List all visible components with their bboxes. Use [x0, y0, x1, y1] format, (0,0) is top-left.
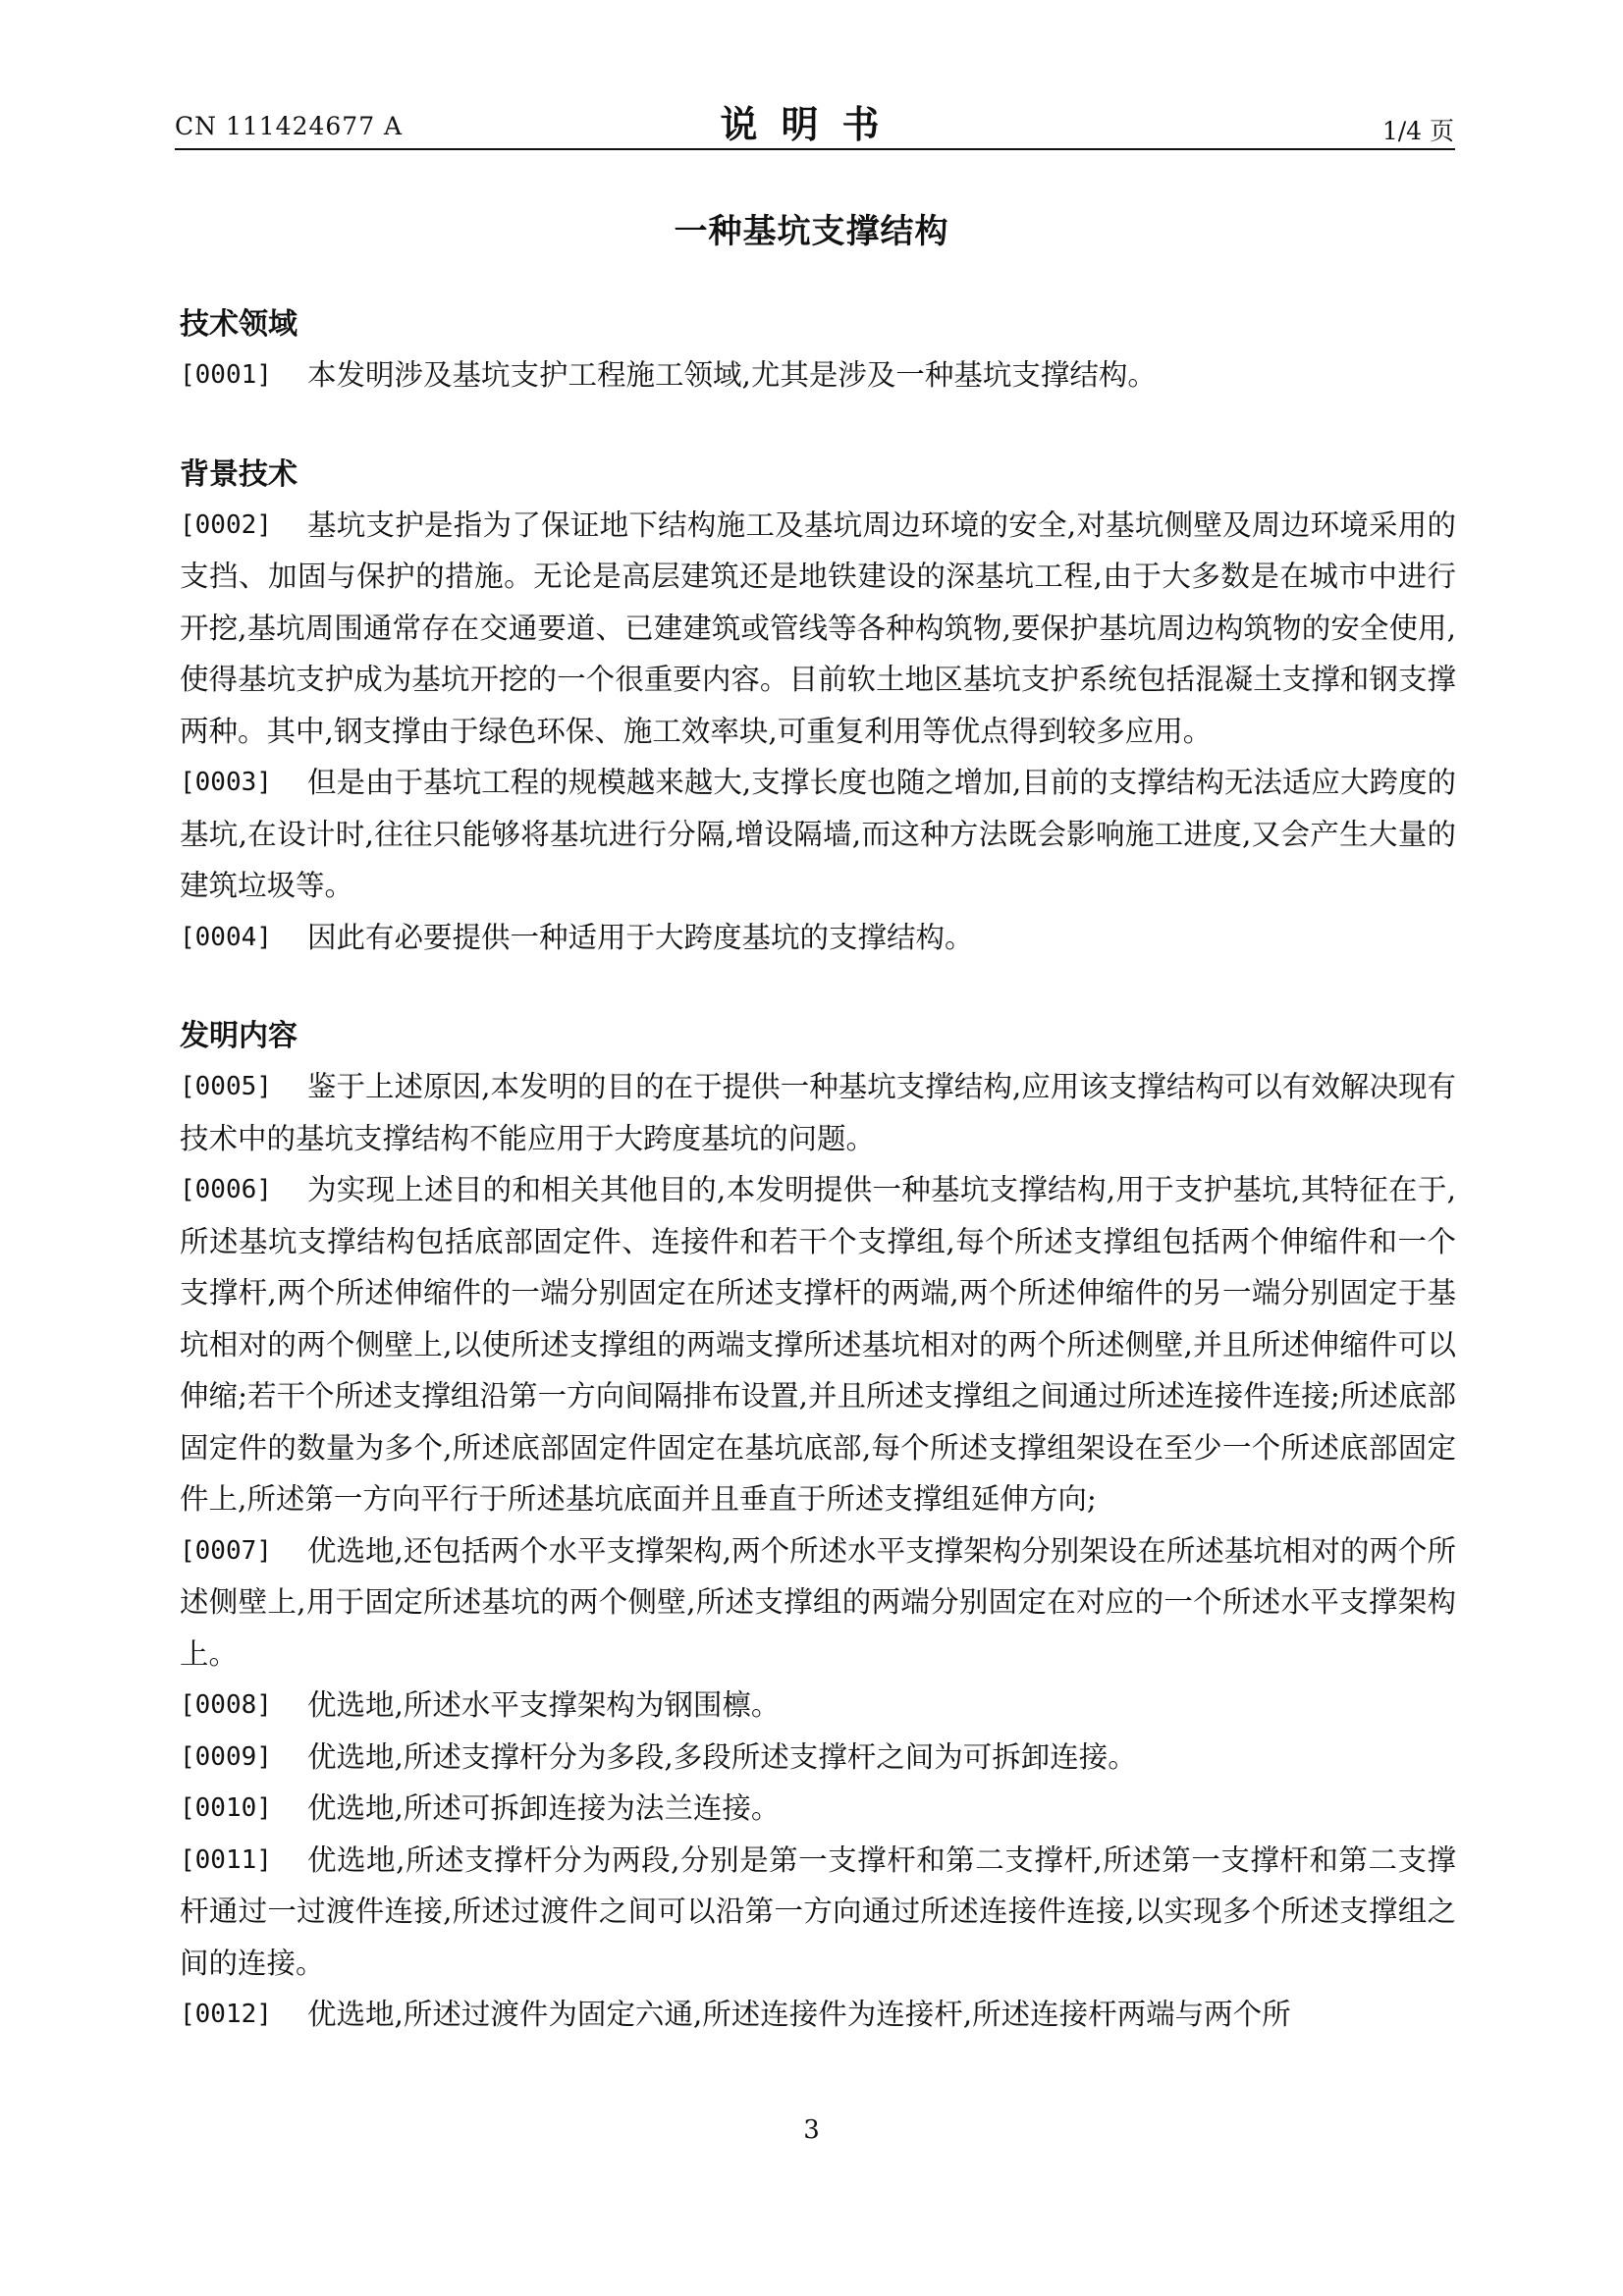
paragraph-number: [0009]	[180, 1741, 272, 1772]
paragraph	[180, 1164, 1456, 1525]
paragraph	[180, 1783, 1456, 1835]
section-heading: 技术领域	[180, 307, 298, 342]
paragraph-text: 优选地,所述支撑杆分为多段,多段所述支撑杆之间为可拆卸连接。	[307, 1739, 1137, 1774]
publication-number: CN 111424677 A	[175, 112, 404, 140]
paragraph	[180, 1732, 1456, 1784]
paragraph	[180, 1835, 1456, 1990]
paragraph	[180, 1989, 1456, 2041]
spacer	[180, 401, 1456, 451]
paragraph-text: 优选地,所述水平支撑架构为钢围檩。	[307, 1688, 781, 1722]
header-divider	[175, 148, 1455, 150]
paragraph	[180, 912, 1456, 964]
invention-title: 一种基坑支撑结构	[674, 212, 949, 251]
paragraph-text: 优选地,所述可拆卸连接为法兰连接。	[307, 1791, 781, 1825]
paragraph-text: 优选地,所述支撑杆分为两段,分别是第一支撑杆和第二支撑杆,所述第一支撑杆和第二支撑杆通过一过渡件连接,所述过渡件之间可以沿第一方向通过所述连接件连接,以实现多个所述支撑组之间的连接。	[180, 1842, 1456, 1980]
paragraph-number: [0012]	[180, 2000, 272, 2029]
paragraph-number: [0005]	[180, 1072, 272, 1101]
paragraph-number: [0011]	[180, 1844, 272, 1875]
paragraph-number: [0003]	[180, 768, 272, 797]
paragraph-number: [0002]	[180, 509, 272, 540]
section-heading: 发明内容	[180, 1019, 298, 1053]
paragraph-text: 因此有必要提供一种适用于大跨度基坑的支撑结构。	[307, 920, 974, 954]
paragraph-number: [0004]	[180, 922, 272, 952]
document-body	[180, 300, 1456, 2041]
paragraph	[180, 1525, 1456, 1681]
paragraph-text: 优选地,还包括两个水平支撑架构,两个所述水平支撑架构分别架设在所述基坑相对的两个所述侧壁上,用于固定所述基坑的两个侧壁,所述支撑组的两端分别固定在对应的一个所述水平支撑架构上。	[180, 1533, 1456, 1671]
paragraph	[180, 1061, 1456, 1164]
paragraph	[180, 500, 1456, 758]
paragraph-number: [0008]	[180, 1690, 272, 1720]
paragraph-number: [0010]	[180, 1793, 272, 1823]
page-indicator: 1/4 页	[1381, 117, 1454, 145]
paragraph-number: [0001]	[180, 360, 272, 390]
paragraph	[180, 349, 1456, 401]
paragraph-text: 本发明涉及基坑支护工程施工领域,尤其是涉及一种基坑支撑结构。	[307, 358, 1157, 392]
section-background	[180, 451, 1456, 964]
document-type-title: 说明书	[720, 102, 903, 146]
section-heading: 背景技术	[180, 456, 298, 492]
page-number: 3	[803, 2115, 820, 2145]
section-technical-field	[180, 300, 1456, 401]
paragraph-text: 优选地,所述过渡件为固定六通,所述连接件为连接杆,所述连接杆两端与两个所	[307, 1998, 1291, 2031]
spacer	[180, 963, 1456, 1012]
paragraph-number: [0006]	[180, 1175, 272, 1204]
section-summary	[180, 1012, 1456, 2041]
paragraph	[180, 1680, 1456, 1732]
paragraph-text: 基坑支护是指为了保证地下结构施工及基坑周边环境的安全,对基坑侧壁及周边环境采用的支挡、加固与保护的措施。无论是高层建筑还是地铁建设的深基坑工程,由于大多数是在城市中进行开挖,基坑周围通常存在交通要道、已建建筑或管线等各种构筑物,要保护基坑周边构筑物的安全使用,使得基坑支护成为基坑开挖的一个很重要内容。目前软土地区基坑支护系统包括混凝土支撑和钢支撑两种。其中,钢支撑由于绿色环保、施工效率块,可重复利用等优点得到较多应用。	[180, 507, 1456, 748]
paragraph-text: 但是由于基坑工程的规模越来越大,支撑长度也随之增加,目前的支撑结构无法适应大跨度的基坑,在设计时,往往只能够将基坑进行分隔,增设隔墙,而这种方法既会影响施工进度,又会产生大量的建筑垃圾等。	[180, 766, 1456, 902]
paragraph-text: 鉴于上述原因,本发明的目的在于提供一种基坑支撑结构,应用该支撑结构可以有效解决现有技术中的基坑支撑结构不能应用于大跨度基坑的问题。	[180, 1070, 1456, 1155]
paragraph-text: 为实现上述目的和相关其他目的,本发明提供一种基坑支撑结构,用于支护基坑,其特征在于,所述基坑支撑结构包括底部固定件、连接件和若干个支撑组,每个所述支撑组包括两个伸缩件和一个支撑杆,两个所述伸缩件的一端分别固定在所述支撑杆的两端,两个所述伸缩件的另一端分别固定于基坑相对的两个侧壁上,以使所述支撑组的两端支撑所述基坑相对的两个所述侧壁,并且所述伸缩件可以伸缩;若干个所述支撑组沿第一方向间隔排布设置,并且所述支撑组之间通过所述连接件连接;所述底部固定件的数量为多个,所述底部固定件固定在基坑底部,每个所述支撑组架设在至少一个所述底部固定件上,所述第一方向平行于所述基坑底面并且垂直于所述支撑组延伸方向;	[180, 1173, 1456, 1516]
paragraph-number: [0007]	[180, 1535, 272, 1566]
paragraph	[180, 757, 1456, 912]
